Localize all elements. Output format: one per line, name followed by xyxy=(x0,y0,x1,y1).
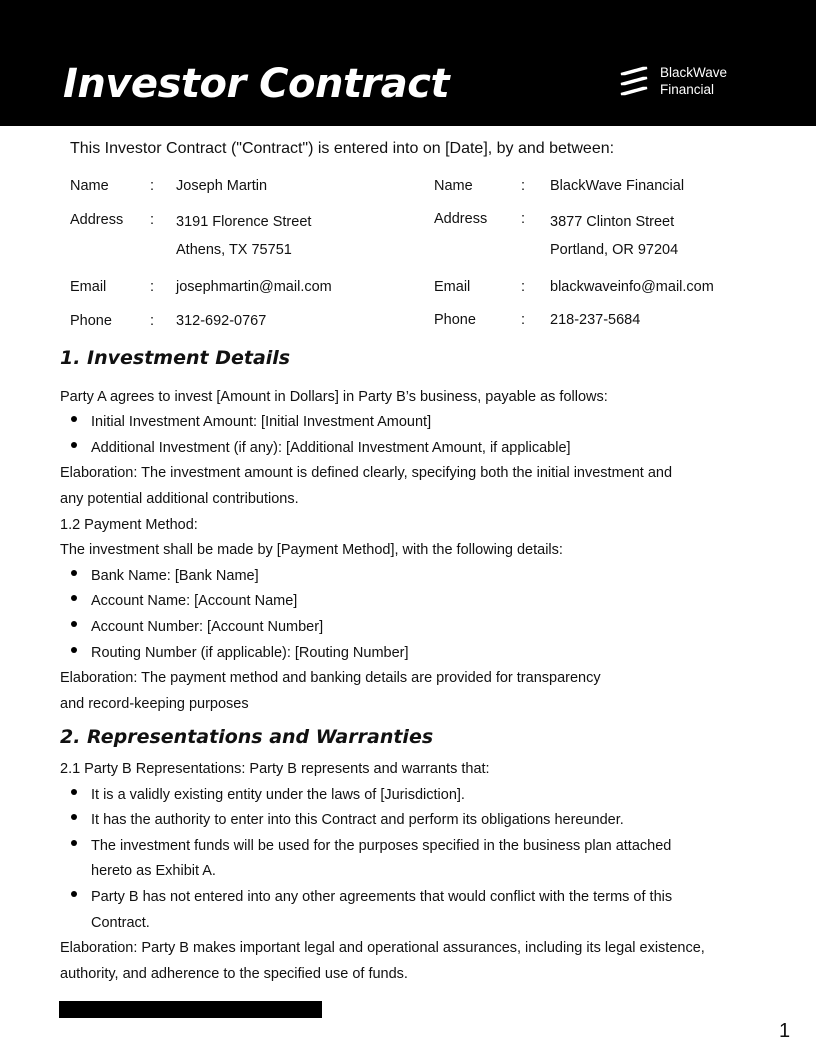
list-item: Initial Investment Amount: [Initial Investment Amount] xyxy=(91,414,432,430)
bullet-dot xyxy=(71,814,77,820)
section2-elaboration-line2: authority, and adherence to the specified use of funds. xyxy=(60,966,408,982)
list-item: Additional Investment (if any): [Additional Investment Amount, if applicable] xyxy=(91,440,571,456)
contract-intro: This Investor Contract ("Contract") is entered into on [Date], by and between: xyxy=(70,140,615,157)
bullet-dot xyxy=(71,416,77,422)
bullet-dot xyxy=(71,891,77,897)
colon: : xyxy=(150,313,155,329)
bullet-dot xyxy=(71,840,77,846)
company-name-line2: Financial xyxy=(660,82,715,97)
party-a-address-label: Address xyxy=(70,212,124,228)
document-title: Investor Contract xyxy=(63,61,450,107)
list-item: It is a validly existing entity under the laws of [Jurisdiction]. xyxy=(91,787,465,803)
list-item: Account Name: [Account Name] xyxy=(91,593,298,609)
party-a-phone-label: Phone xyxy=(70,313,112,329)
colon: : xyxy=(150,212,155,228)
stacked-stripes-logo-icon xyxy=(619,66,649,96)
party-b-phone-label: Phone xyxy=(434,312,476,328)
party-a-email: josephmartin@mail.com xyxy=(176,279,332,295)
party-b-email: blackwaveinfo@mail.com xyxy=(550,279,714,295)
party-a-name: Joseph Martin xyxy=(176,178,268,194)
bullet-dot xyxy=(71,621,77,627)
list-item: The investment funds will be used for the purposes specified in the business plan attached xyxy=(91,838,672,854)
payment-elaboration-line2: and record-keeping purposes xyxy=(60,696,249,712)
party-b-email-label: Email xyxy=(434,279,471,295)
payment-elaboration-line1: Elaboration: The payment method and banking details are provided for transparency xyxy=(60,670,601,686)
list-item: Bank Name: [Bank Name] xyxy=(91,568,259,584)
party-a-address-line2: Athens, TX 75751 xyxy=(176,242,292,258)
bullet-dot xyxy=(71,647,77,653)
section1-elaboration-line2: any potential additional contributions. xyxy=(60,491,299,507)
list-item: Account Number: [Account Number] xyxy=(91,619,324,635)
party-b-address-label: Address xyxy=(434,211,488,227)
party-b-name: BlackWave Financial xyxy=(550,178,685,194)
page-number: 1 xyxy=(779,1020,791,1042)
colon: : xyxy=(521,211,526,227)
colon: : xyxy=(521,279,526,295)
party-a-phone: 312-692-0767 xyxy=(176,313,267,329)
bullet-dot xyxy=(71,570,77,576)
party-a-email-label: Email xyxy=(70,279,107,295)
list-item-continuation: Contract. xyxy=(91,915,150,931)
section1-elaboration-line1: Elaboration: The investment amount is defined clearly, specifying both the initial investment and xyxy=(60,465,673,481)
header-bar xyxy=(0,0,816,126)
section1-intro: Party A agrees to invest [Amount in Dollars] in Party B’s business, payable as follows: xyxy=(60,389,608,405)
colon: : xyxy=(150,279,155,295)
party-a-name-label: Name xyxy=(70,178,109,194)
company-logo-text xyxy=(660,64,760,98)
party-b-phone: 218-237-5684 xyxy=(550,312,641,328)
colon: : xyxy=(521,312,526,328)
list-item: Party B has not entered into any other agreements that would conflict with the terms of this xyxy=(91,889,673,905)
section-heading-representations: 2. Representations and Warranties xyxy=(60,726,434,748)
subsection-heading-payment-method: 1.2 Payment Method: xyxy=(60,517,198,533)
company-name-line1: BlackWave xyxy=(660,65,728,80)
payment-intro: The investment shall be made by [Payment Method], with the following details: xyxy=(60,542,563,558)
colon: : xyxy=(150,178,155,194)
bullet-dot xyxy=(71,442,77,448)
list-item: It has the authority to enter into this Contract and perform its obligations hereunder. xyxy=(91,812,624,828)
list-item: Routing Number (if applicable): [Routing Number] xyxy=(91,645,409,661)
party-b-name-label: Name xyxy=(434,178,473,194)
party-a-address-line1: 3191 Florence Street xyxy=(176,214,312,230)
list-item-continuation: hereto as Exhibit A. xyxy=(91,863,216,879)
bullet-dot xyxy=(71,595,77,601)
section2-elaboration-line1: Elaboration: Party B makes important legal and operational assurances, including its legal existence, xyxy=(60,940,705,956)
party-b-address-line1: 3877 Clinton Street xyxy=(550,214,675,230)
bullet-dot xyxy=(71,789,77,795)
subsection-heading-party-b-representations: 2.1 Party B Representations: Party B represents and warrants that: xyxy=(60,761,490,777)
colon: : xyxy=(521,178,526,194)
party-b-address-line2: Portland, OR 97204 xyxy=(550,242,679,258)
footer-bar xyxy=(59,1001,322,1018)
section-heading-investment-details: 1. Investment Details xyxy=(60,347,291,369)
